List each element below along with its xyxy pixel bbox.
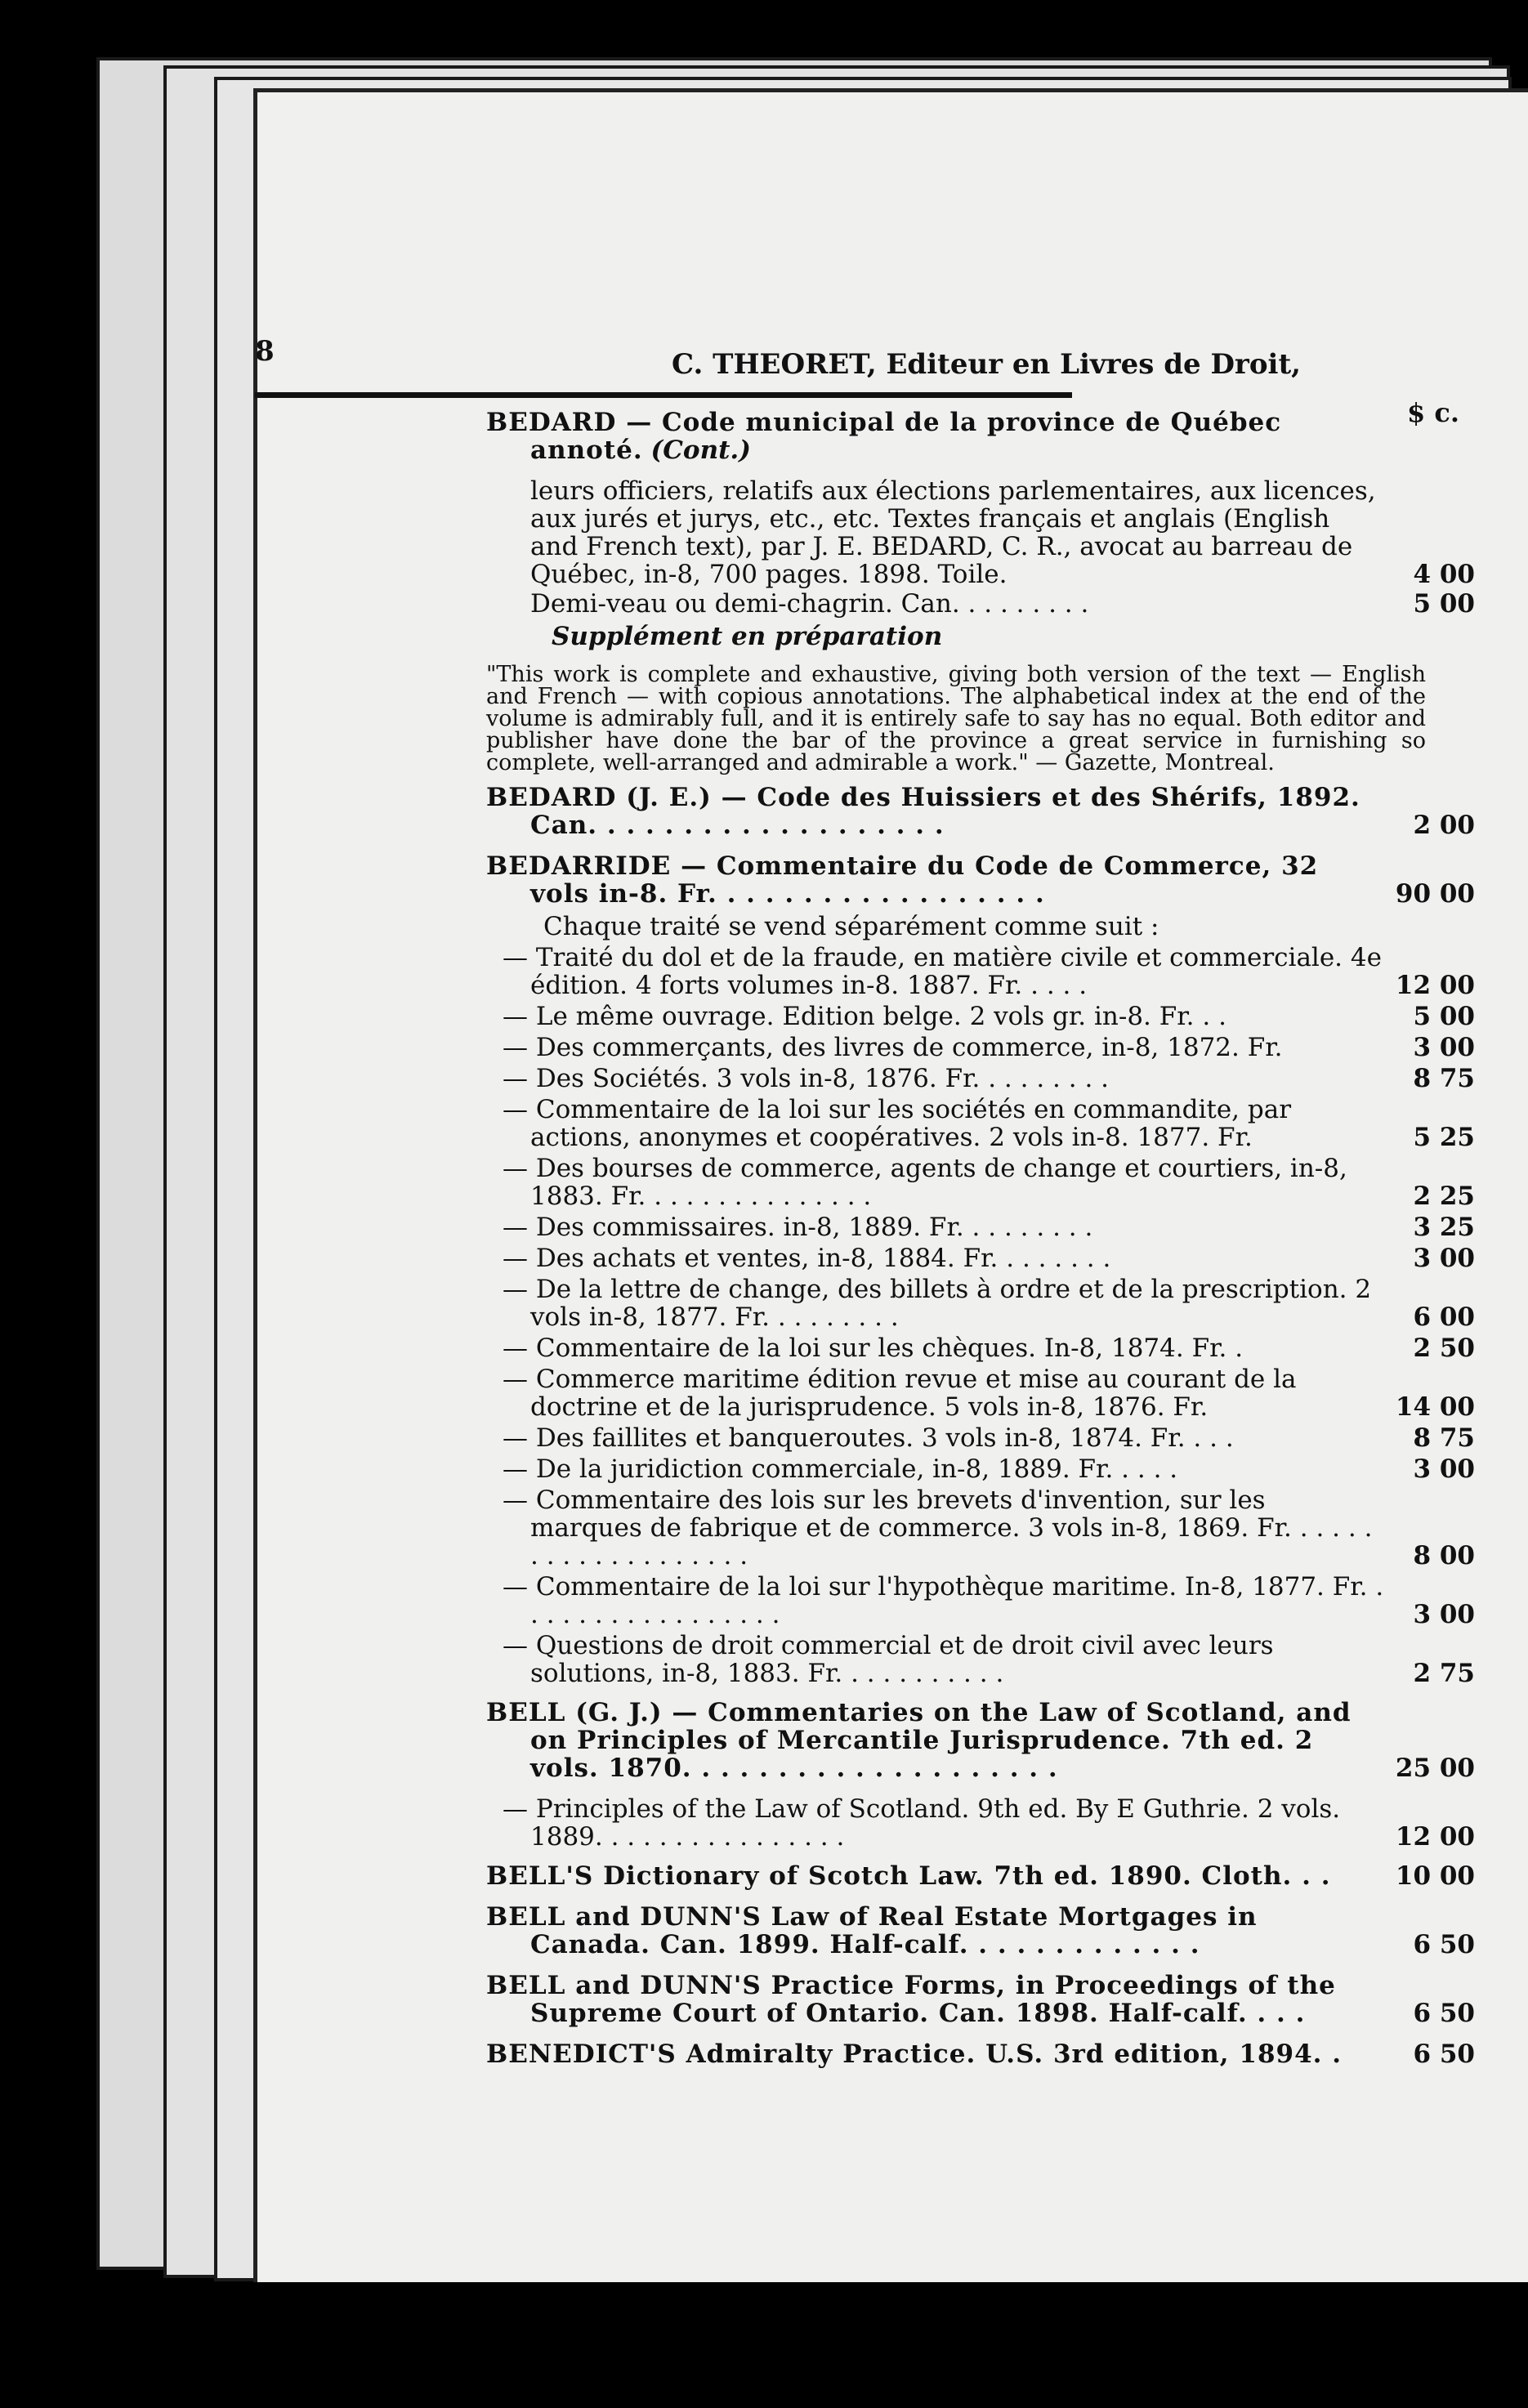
running-title: C. THEORET, Editeur en Livres de Droit, bbox=[672, 348, 1301, 381]
entry-text: — Des bourses de commerce, agents de change et courtiers, in-8, 1883. Fr. . . . . . . . . . . . . . . bbox=[503, 1154, 1347, 1211]
price: 6 50 bbox=[1413, 2039, 1475, 2069]
entry-text: — Des achats et ventes, in-8, 1884. Fr. . . . . . . . bbox=[503, 1244, 1111, 1273]
entry-text: BEDARD (J. E.) — Code des Huissiers et des Shérifs, 1892. Can. . . . . . . . . . . . . . . . . . . bbox=[486, 783, 1360, 840]
list-item bbox=[486, 2040, 1475, 2068]
list-item bbox=[486, 1275, 1475, 1331]
currency-column-heading: $ c. bbox=[1407, 397, 1460, 428]
entry-text: — Commentaire de la loi sur l'hypothèque maritime. In-8, 1877. Fr. . . . . . . . . . . . . . . . . . bbox=[503, 1572, 1384, 1629]
list-item bbox=[486, 852, 1475, 908]
price: 14 00 bbox=[1395, 1392, 1475, 1422]
list-item bbox=[486, 1065, 1475, 1092]
entry-text: — Questions de droit commercial et de droit civil avec leurs solutions, in-8, 1883. Fr. . . . . . . . . . . bbox=[503, 1631, 1274, 1688]
list-item bbox=[486, 1365, 1475, 1421]
list-item bbox=[486, 1486, 1475, 1570]
price: 12 00 bbox=[1395, 1822, 1475, 1852]
catalogue-listing bbox=[486, 409, 1475, 2081]
price: 5 25 bbox=[1413, 1123, 1475, 1152]
list-item bbox=[486, 477, 1475, 588]
list-item bbox=[486, 1424, 1475, 1452]
price: 2 25 bbox=[1413, 1182, 1475, 1211]
entry-text: — Traité du dol et de la fraude, en matière civile et commerciale. 4e édition. 4 forts volumes in-8. 1887. Fr. . . . . bbox=[503, 943, 1382, 1000]
list-item bbox=[486, 913, 1475, 940]
entry-text: — Commentaire de la loi sur les sociétés en commandite, par actions, anonymes et coopératives. 2 vols in-8. 1877. Fr. bbox=[503, 1095, 1292, 1152]
entry-text: Demi-veau ou demi-chagrin. Can. . . . . . . . . bbox=[530, 589, 1089, 619]
entry-text: BELL and DUNN'S Practice Forms, in Proceedings of the Supreme Court of Ontario. Can. 1898. Half-calf. . . . bbox=[486, 1971, 1336, 2028]
entry-text: — Principles of the Law of Scotland. 9th ed. By E Guthrie. 2 vols. 1889. . . . . . . . . . . . . . . . bbox=[503, 1794, 1341, 1852]
entry-text: — Commentaire de la loi sur les chèques. In-8, 1874. Fr. . bbox=[503, 1334, 1244, 1363]
entry-text: BENEDICT'S Admiralty Practice. U.S. 3rd edition, 1894. . bbox=[486, 2039, 1343, 2069]
list-item bbox=[486, 1244, 1475, 1272]
price: 4 00 bbox=[1413, 560, 1475, 589]
entry-text: — Des faillites et banqueroutes. 3 vols in-8, 1874. Fr. . . . bbox=[503, 1423, 1234, 1453]
price: 12 00 bbox=[1395, 971, 1475, 1000]
entry-text: — Des commissaires. in-8, 1889. Fr. . . . . . . . . bbox=[503, 1213, 1093, 1242]
header-rule bbox=[255, 392, 1072, 398]
price: 6 50 bbox=[1413, 1930, 1475, 1959]
list-item bbox=[486, 1699, 1475, 1782]
entry-text: BELL'S Dictionary of Scotch Law. 7th ed. 1890. Cloth. . . bbox=[486, 1861, 1331, 1891]
list-item bbox=[486, 1213, 1475, 1241]
list-item bbox=[486, 590, 1475, 618]
entry-text: — De la juridiction commerciale, in-8, 1889. Fr. . . . . bbox=[503, 1454, 1178, 1484]
list-item bbox=[486, 1003, 1475, 1030]
entry-text: BELL (G. J.) — Commentaries on the Law of Scotland, and on Principles of Mercantile Jurisprudence. 7th ed. 2 vols. 1870. . . . . . . . . . . . . . . . . . . . bbox=[486, 1698, 1352, 1783]
list-item bbox=[486, 1155, 1475, 1210]
price: 3 00 bbox=[1413, 1454, 1475, 1484]
entry-text: — Commerce maritime édition revue et mise au courant de la doctrine et de la jurisprudence. 5 vols in-8, 1876. Fr. bbox=[503, 1365, 1297, 1422]
list-item bbox=[486, 944, 1475, 999]
list-item bbox=[486, 1972, 1475, 2027]
list-item bbox=[486, 1096, 1475, 1151]
list-item bbox=[486, 1862, 1475, 1890]
supplement-note: Supplément en préparation bbox=[552, 622, 943, 651]
price: 90 00 bbox=[1395, 879, 1475, 909]
price: 5 00 bbox=[1413, 589, 1475, 619]
list-item bbox=[486, 1034, 1475, 1061]
list-item bbox=[486, 784, 1475, 839]
price: 3 25 bbox=[1413, 1213, 1475, 1242]
press-quote: "This work is complete and exhaustive, giving both version of the text — English and French — with copious annotations. The alphabetical index at the end of the volume is admirably full, and it is entirely safe to say has no equal. Both editor and publisher have done the bar of the province a great service in furnishing so complete, well-arranged and admirable a work." — Gazette, Montreal. bbox=[486, 662, 1426, 775]
price: 25 00 bbox=[1395, 1754, 1475, 1783]
price: 8 75 bbox=[1413, 1423, 1475, 1453]
entry-text: — Commentaire des lois sur les brevets d'invention, sur les marques de fabrique et de commerce. 3 vols in-8, 1869. Fr. . . . . . . . . . . . . . . . . . . . bbox=[503, 1485, 1373, 1570]
entry-text: — Le même ouvrage. Edition belge. 2 vols gr. in-8. Fr. . . bbox=[503, 1002, 1226, 1031]
list-item bbox=[486, 1795, 1475, 1851]
price: 3 00 bbox=[1413, 1244, 1475, 1273]
entry-text: — Des Sociétés. 3 vols in-8, 1876. Fr. . . . . . . . . bbox=[503, 1064, 1110, 1093]
list-item bbox=[486, 1903, 1475, 1959]
price: 8 00 bbox=[1413, 1541, 1475, 1570]
list-item bbox=[486, 1455, 1475, 1483]
price: 5 00 bbox=[1413, 1002, 1475, 1031]
price: 3 00 bbox=[1413, 1033, 1475, 1062]
continued-note: (Cont.) bbox=[650, 436, 751, 465]
list-item bbox=[486, 1334, 1475, 1362]
page-number: 8 bbox=[255, 335, 275, 368]
entry-text: — Des commerçants, des livres de commerce, in-8, 1872. Fr. bbox=[503, 1033, 1283, 1062]
price: 6 00 bbox=[1413, 1302, 1475, 1332]
entry-text: Chaque traité se vend séparément comme suit : bbox=[543, 912, 1159, 941]
list-item bbox=[486, 1573, 1475, 1628]
price: 8 75 bbox=[1413, 1064, 1475, 1093]
price: 2 50 bbox=[1413, 1334, 1475, 1363]
list-item bbox=[486, 1632, 1475, 1687]
entry-heading: BEDARD — Code municipal de la province de Québec annoté. bbox=[486, 408, 1282, 465]
list-item bbox=[486, 409, 1475, 464]
entry-text: — De la lettre de change, des billets à ordre et de la prescription. 2 vols in-8, 1877. Fr. . . . . . . . . bbox=[503, 1275, 1372, 1332]
price: 2 00 bbox=[1413, 811, 1475, 840]
price: 6 50 bbox=[1413, 1999, 1475, 2028]
price: 3 00 bbox=[1413, 1600, 1475, 1629]
entry-text: leurs officiers, relatifs aux élections parlementaires, aux licences, aux jurés et jurys, etc., etc. Textes français et anglais (English and French text), par J. E. BEDARD, C. R., avocat au barreau de Québec, in-8, 700 pages. 1898. Toile. bbox=[530, 476, 1376, 589]
entry-text: BEDARRIDE — Commentaire du Code de Commerce, 32 vols in-8. Fr. . . . . . . . . . . . . . . . . . bbox=[486, 851, 1319, 909]
price: 2 75 bbox=[1413, 1659, 1475, 1688]
entry-text: BELL and DUNN'S Law of Real Estate Mortgages in Canada. Can. 1899. Half-calf. . . . . . . . . . . . . bbox=[486, 1902, 1258, 1959]
price: 10 00 bbox=[1395, 1861, 1475, 1891]
